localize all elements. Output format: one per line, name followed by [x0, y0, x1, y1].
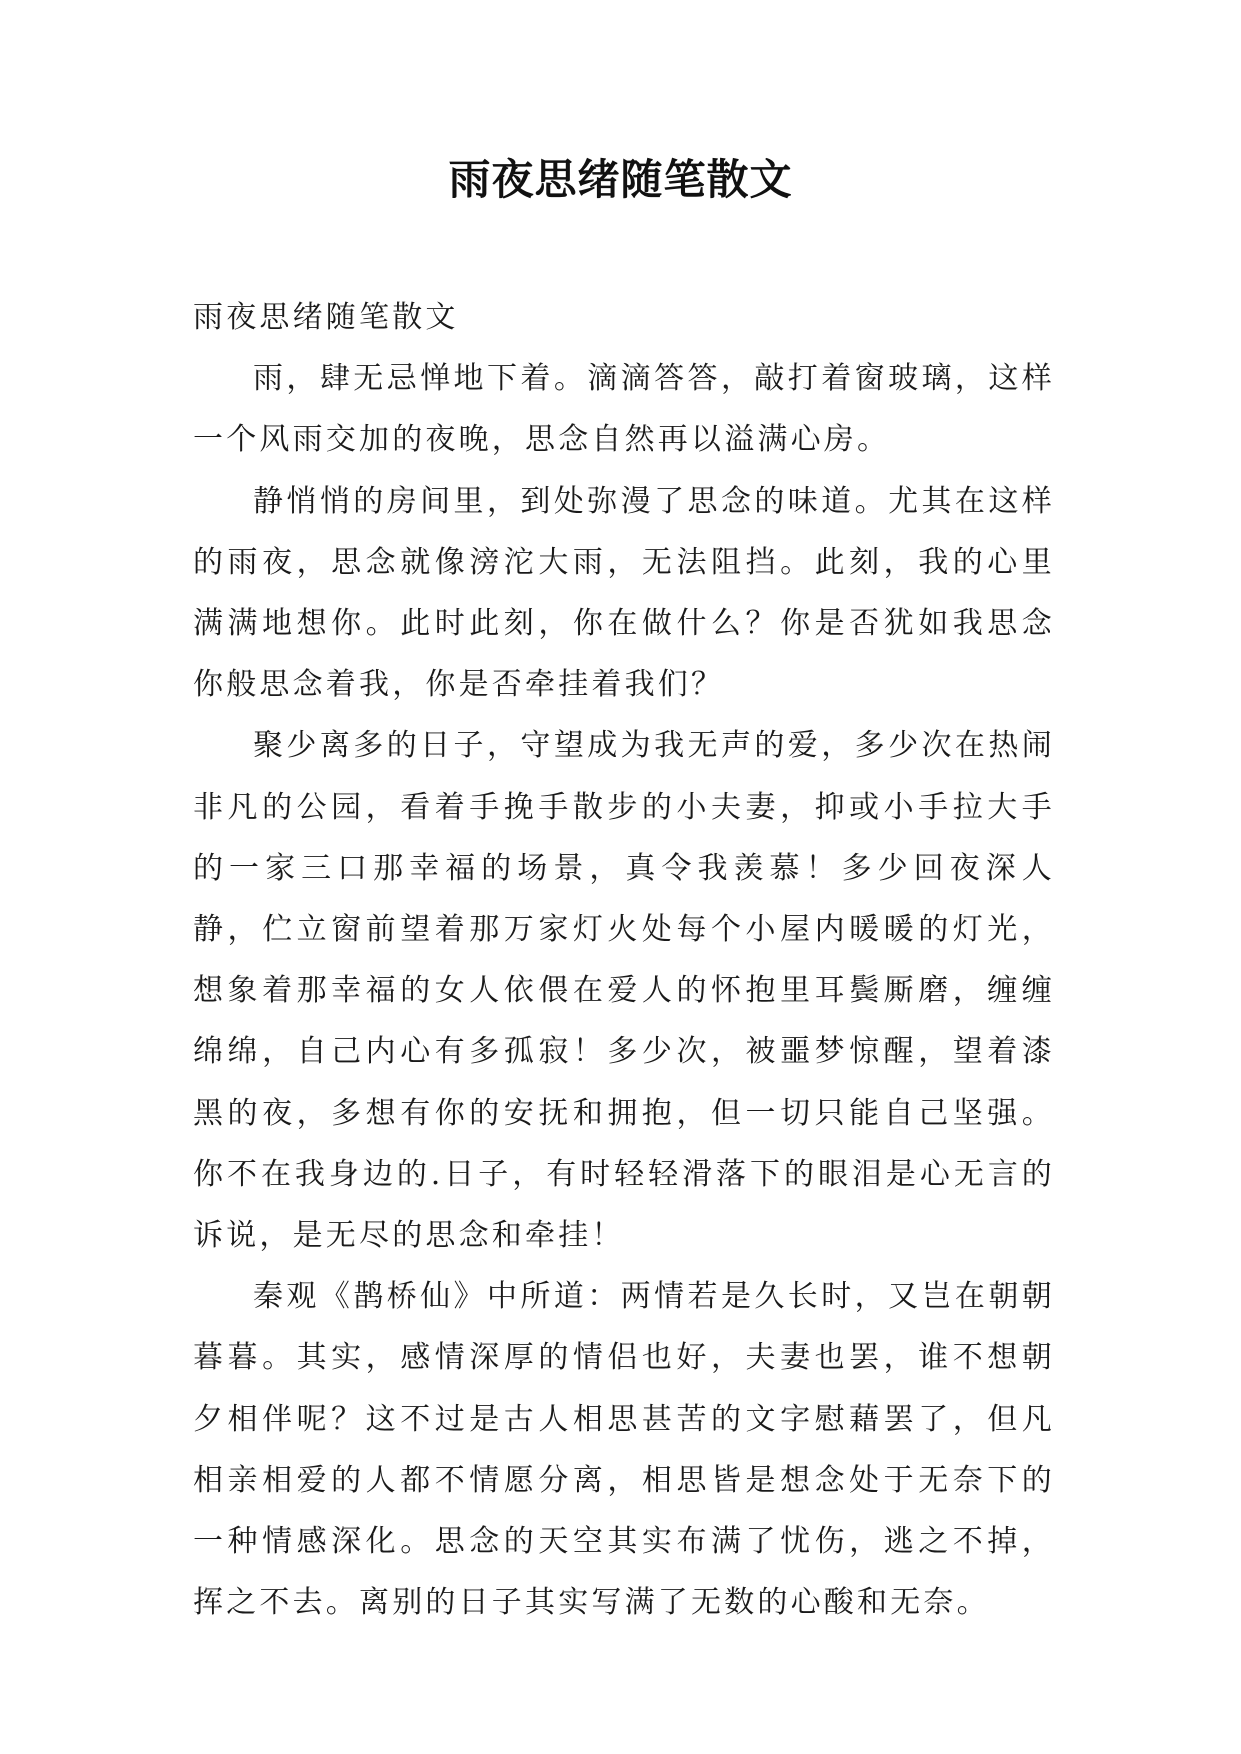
paragraph: 聚少离多的日子，守望成为我无声的爱，多少次在热闹非凡的公园，看着手挽手散步的小夫妻，抑或小手拉大手的一家三口那幸福的场景，真令我羡慕！多少回夜深人静，伫立窗前望着那万家灯火处每个小屋内暖暖的灯光，想象着那幸福的女人依偎在爱人的怀抱里耳鬓厮磨，缠缠绵绵，自己内心有多孤寂！多少次，被噩梦惊醒，望着漆黑的夜，多想有你的安抚和拥抱，但一切只能自己坚强。你不在我身边的.日子，有时轻轻滑落下的眼泪是心无言的诉说，是无尽的思念和牵挂！ [193, 728, 1055, 1254]
document-title: 雨夜思绪随笔散文 [448, 155, 793, 204]
document-subtitle: 雨夜思绪随笔散文 [193, 300, 459, 335]
document-body [193, 287, 1055, 1633]
paragraph: 雨，肆无忌惮地下着。滴滴答答，敲打着窗玻璃，这样一个风雨交加的夜晚，思念自然再以溢满心房。 [193, 361, 1055, 458]
paragraph: 静悄悄的房间里，到处弥漫了思念的味道。尤其在这样的雨夜，思念就像滂沱大雨，无法阻挡。此刻，我的心里满满地想你。此时此刻，你在做什么？你是否犹如我思念你般思念着我，你是否牵挂着我们？ [193, 483, 1055, 703]
paragraph: 秦观《鹊桥仙》中所道：两情若是久长时，又岂在朝朝暮暮。其实，感情深厚的情侣也好，夫妻也罢，谁不想朝夕相伴呢？这不过是古人相思甚苦的文字慰藉罢了，但凡相亲相爱的人都不情愿分离，相思皆是想念处于无奈下的一种情感深化。思念的天空其实布满了忧伤，逃之不掉，挥之不去。离别的日子其实写满了无数的心酸和无奈。 [193, 1279, 1055, 1621]
